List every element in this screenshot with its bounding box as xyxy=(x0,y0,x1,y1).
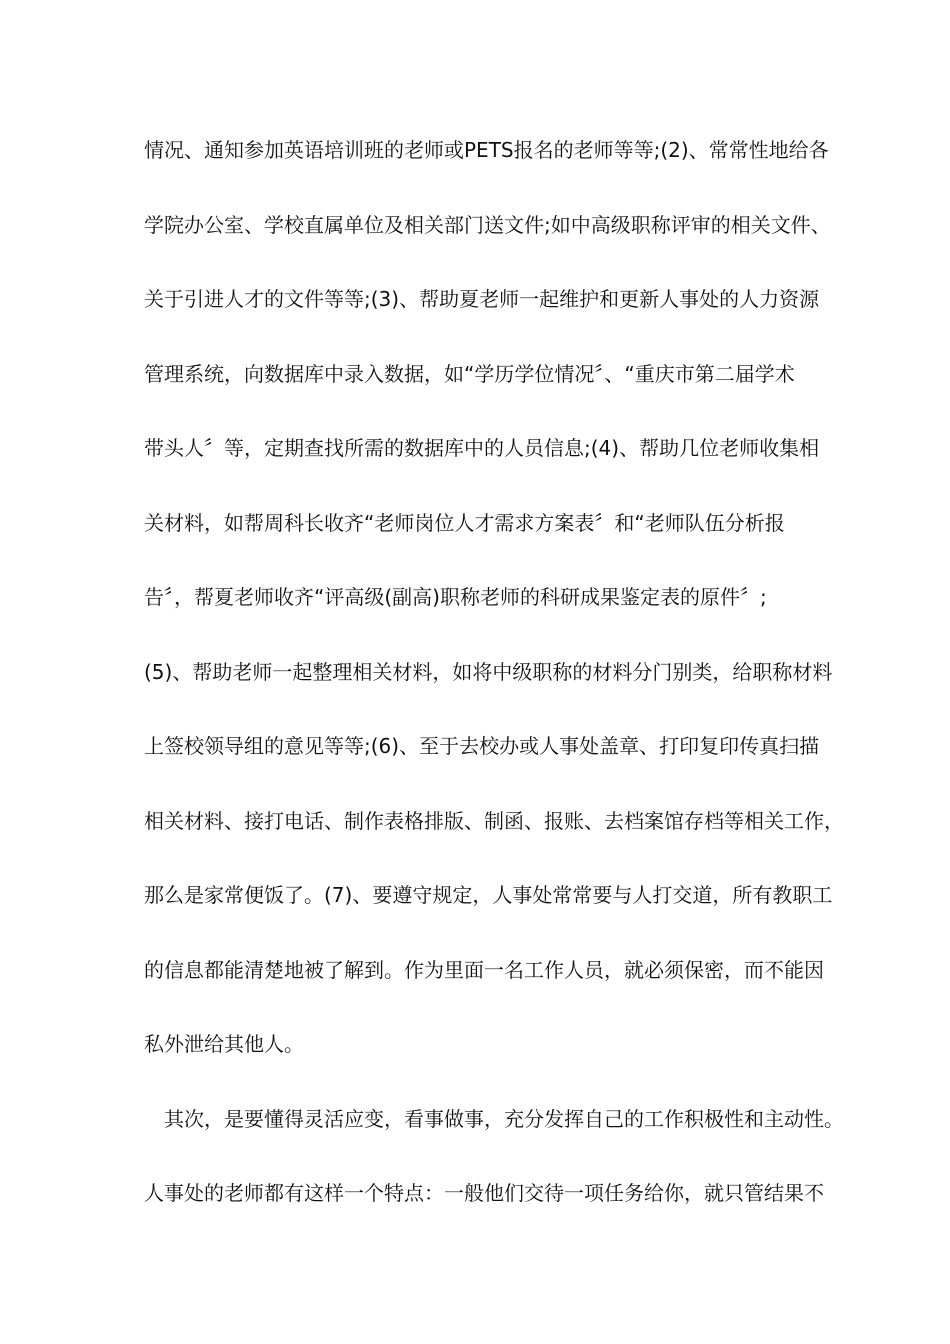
text-line: 上签校领导组的意见等等;(6)、至于去校办或人事处盖章、打印复印传真扫描 xyxy=(144,734,820,758)
text-line: 那么是家常便饭了。(7)、要遵守规定，人事处常常要与人打交道，所有教职工 xyxy=(144,883,833,907)
text-line: 关材料，如帮周科长收齐“老师岗位人才需求方案表〞和“老师队伍分析报 xyxy=(144,510,785,535)
text-line: 管理系统，向数据库中录入数据，如“学历学位情况〞、“重庆市第二届学术 xyxy=(144,361,795,386)
text-line: 学院办公室、学校直属单位及相关部门送文件;如中高级职称评审的相关文件、 xyxy=(144,212,831,237)
text-line: (5)、帮助老师一起整理相关材料，如将中级职称的材料分门别类，给职称材料 xyxy=(144,659,833,684)
text-line: 关于引进人才的文件等等;(3)、帮助夏老师一起维护和更新人事处的人力资源 xyxy=(144,287,820,311)
text-line: 相关材料、接打电话、制作表格排版、制函、报账、去档案馆存档等相关工作， xyxy=(144,808,844,833)
text-line: 告〞，帮夏老师收齐“评高级(副高)职称老师的科研成果鉴定表的原件〞; xyxy=(144,585,767,609)
body-text xyxy=(144,128,844,1246)
paragraph-first-line: 其次，是要懂得灵活应变，看事做事，充分发挥自己的工作积极性和主动性。 xyxy=(164,1106,844,1131)
text-line: 的信息都能清楚地被了解到。作为里面一名工作人员，就必须保密，而不能因 xyxy=(144,957,824,982)
text-line: 带头人〞等，定期查找所需的数据库中的人员信息;(4)、帮助几位老师收集相 xyxy=(144,436,820,460)
text-line: 私外泄给其他人。 xyxy=(144,1032,304,1056)
text-line: 人事处的老师都有这样一个特点：一般他们交待一项任务给你，就只管结果不 xyxy=(144,1181,824,1205)
text-line: 情况、通知参加英语培训班的老师或PETS报名的老师等等;(2)、常常性地给各 xyxy=(144,138,829,162)
